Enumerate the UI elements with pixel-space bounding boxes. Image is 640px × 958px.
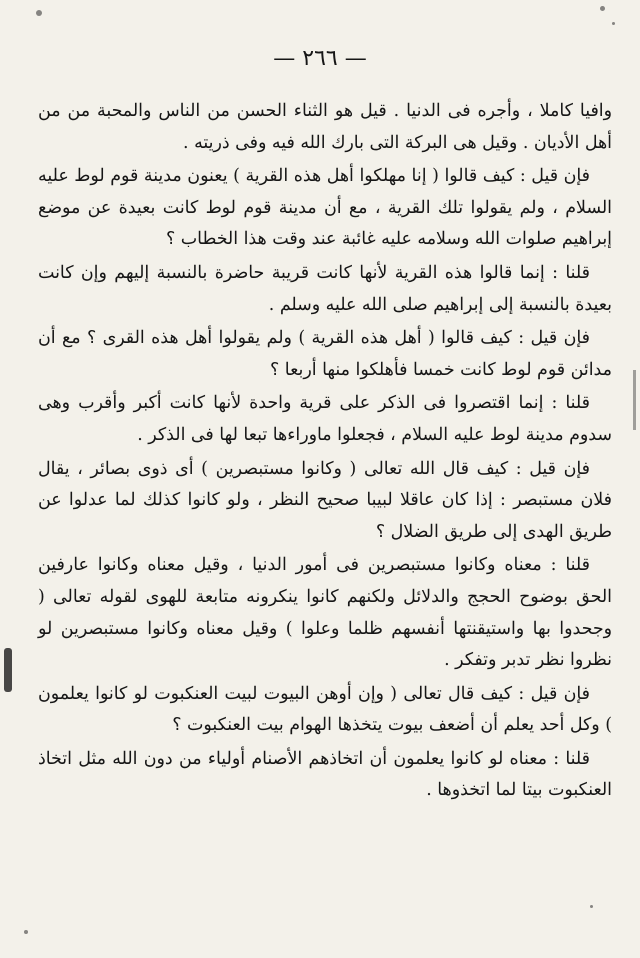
scan-edge-mark xyxy=(633,370,636,430)
scan-edge-mark xyxy=(4,648,12,692)
paragraph: قلنا : معناه لو كانوا يعلمون أن اتخاذهم الأصنام أولياء من دون الله مثل اتخاذ العنكبوت بيتا لما اتخذوها . xyxy=(38,748,612,801)
page-body xyxy=(38,96,612,809)
paragraph: قلنا : إنما قالوا هذه القرية لأنها كانت قريبة حاضرة بالنسبة إليهم وإن كانت بعيدة بالنسبة إلى إبراهيم صلى الله عليه وسلم . xyxy=(38,262,612,315)
paragraph: فإن قيل : كيف قالوا ( أهل هذه القرية ) ولم يقولوا أهل هذه القرى ؟ مع أن مدائن قوم لوط كانت خمسا فأهلكوا منها أربعا ؟ xyxy=(38,328,612,380)
scan-speck xyxy=(600,6,605,11)
paragraph: فإن قيل : كيف قال تعالى ( وإن أوهن البيوت لبيت العنكبوت لو كانوا يعلمون ) وكل أحد يعلم أن أضعف بيوت يتخذها الهوام بيت العنكبوت ؟ xyxy=(38,683,612,736)
paragraph: فإن قيل : كيف قال الله تعالى ( وكانوا مستبصرين ) أى ذوى بصائر ، يقال فلان مستبصر : إذا كان عاقلا لبيبا صحيح النظر ، ولو كانوا كذلك لما عدلوا عن طريق الهدى إلى طريق الضلال ؟ xyxy=(38,458,612,542)
scan-speck xyxy=(612,22,615,25)
scan-speck xyxy=(36,10,42,16)
paragraph: وافيا كاملا ، وأجره فى الدنيا . قيل هو الثناء الحسن من الناس والمحبة من من أهل الأديان . وقيل هى البركة التى بارك الله فيه وفى ذريته . xyxy=(38,101,612,153)
paragraph: قلنا : إنما اقتصروا فى الذكر على قرية واحدة لأنها كانت أكبر وأقرب وهى سدوم مدينة لوط عليه السلام ، فجعلوا ماوراءها تبعا لها فى الذكر . xyxy=(38,393,612,445)
scan-speck xyxy=(24,930,28,934)
scan-speck xyxy=(590,905,593,908)
paragraph: قلنا : معناه وكانوا مستبصرين فى أمور الدنيا ، وقيل معناه وكانوا عارفين الحق بوضوح الحجج والدلائل ولكنهم كانوا ينكرونه متابعة للهوى لقوله تعالى ( وجحدوا بها واستيقنتها أنفسهم ظلما وعلوا ) وقيل معناه وكانوا مستبصرين لو نظروا نظر تدبر وتفكر . xyxy=(38,555,612,671)
page-number: — ٢٦٦ — xyxy=(273,46,367,71)
paragraph: فإن قيل : كيف قالوا ( إنا مهلكوا أهل هذه القرية ) يعنون مدينة قوم لوط عليه السلام ، ولم يقولوا تلك القرية ، مع أن مدينة قوم لوط كانت بعيدة عن موضع إبراهيم صلوات الله وسلامه عليه غائبة عند وقت هذا الخطاب ؟ xyxy=(38,166,612,250)
